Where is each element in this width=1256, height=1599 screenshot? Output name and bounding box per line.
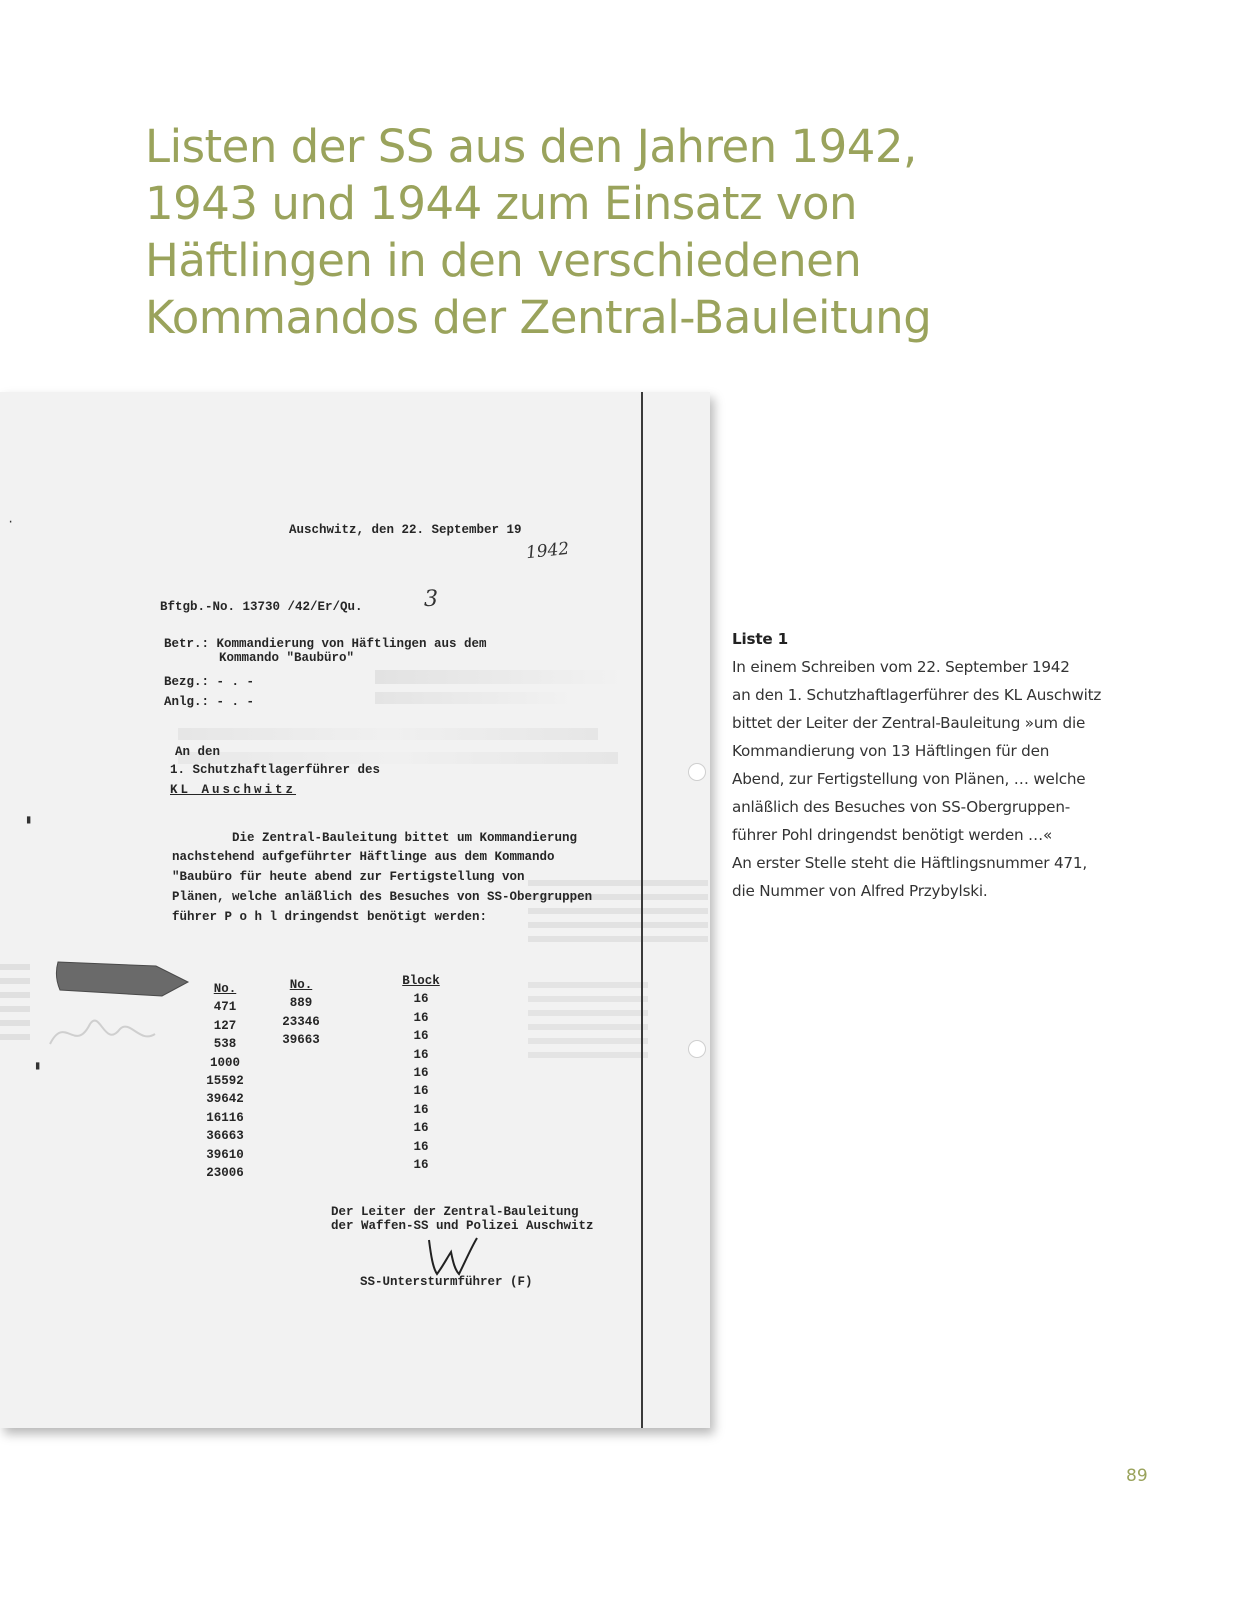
fold-line bbox=[641, 392, 643, 1428]
punch-hole bbox=[688, 1040, 706, 1058]
table-cell: 16 bbox=[413, 1084, 429, 1099]
table-cell: 39663 bbox=[282, 1033, 320, 1048]
arrow-pointer-icon bbox=[52, 956, 192, 1002]
table-cell: 889 bbox=[289, 996, 313, 1011]
table-header: No. bbox=[213, 982, 237, 996]
caption-line: an den 1. Schutzhaftlagerführer des KL Auschwitz bbox=[732, 686, 1102, 704]
margin-mark: · bbox=[7, 515, 15, 529]
caption-line: An erster Stelle steht die Häftlingsnummer 471, bbox=[732, 854, 1087, 872]
table-cell: 16 bbox=[413, 1065, 429, 1080]
reference-number: Bftgb.-No. 13730 /42/Er/Qu. bbox=[160, 600, 363, 614]
handwritten-year: 1942 bbox=[525, 538, 571, 564]
table-cell: 36663 bbox=[206, 1129, 244, 1144]
table-cell: 15592 bbox=[206, 1073, 244, 1088]
title-line: Kommandos der Zentral-Bauleitung bbox=[145, 291, 932, 344]
title-line: 1943 und 1944 zum Einsatz von bbox=[145, 177, 858, 230]
table-cell: 16 bbox=[413, 1029, 429, 1044]
table-cell: 16 bbox=[413, 1139, 429, 1154]
table-cell: 538 bbox=[213, 1037, 237, 1052]
table-header: No. bbox=[289, 978, 313, 992]
caption-line: Abend, zur Fertigstellung von Plänen, … welche bbox=[732, 770, 1086, 788]
subject-line: Kommando "Baubüro" bbox=[219, 651, 355, 665]
addressee-line: KL Auschwitz bbox=[170, 783, 297, 797]
signature-line: Der Leiter der Zentral-Bauleitung bbox=[331, 1205, 579, 1219]
margin-mark: ▮ bbox=[25, 813, 33, 827]
table-cell: 16 bbox=[413, 1010, 429, 1025]
anlage-line: Anlg.: - . - bbox=[164, 695, 255, 709]
table-cell: 1000 bbox=[209, 1055, 240, 1070]
column-block bbox=[386, 972, 456, 1174]
column-no-1 bbox=[190, 980, 260, 1182]
table-cell: 16 bbox=[413, 1047, 429, 1062]
page-number: 89 bbox=[1126, 1466, 1148, 1486]
caption-line: führer Pohl dringendst benötigt werden …« bbox=[732, 826, 1053, 844]
column-no-2 bbox=[264, 976, 338, 1050]
body-line: Die Zentral-Bauleitung bittet um Kommandierung bbox=[232, 831, 578, 845]
caption bbox=[732, 625, 1152, 905]
body-line: nachstehend aufgeführter Häftlinge aus dem Kommando bbox=[172, 850, 555, 864]
caption-line: Kommandierung von 13 Häftlingen für den bbox=[732, 742, 1050, 760]
caption-line: anläßlich des Besuches von SS-Obergruppen- bbox=[732, 798, 1071, 816]
table-cell: 23346 bbox=[282, 1014, 320, 1029]
caption-line: In einem Schreiben vom 22. September 1942 bbox=[732, 658, 1070, 676]
table-cell: 127 bbox=[213, 1018, 237, 1033]
rank-line: SS-Untersturmführer (F) bbox=[360, 1275, 533, 1289]
signature-line: der Waffen-SS und Polizei Auschwitz bbox=[331, 1219, 594, 1233]
handwritten-number: 3 bbox=[424, 587, 438, 612]
table-cell: 16 bbox=[413, 1121, 429, 1136]
table-header: Block bbox=[402, 974, 440, 988]
document-scan bbox=[0, 392, 710, 1428]
table-cell: 471 bbox=[213, 1000, 237, 1015]
subject-line: Betr.: Kommandierung von Häftlingen aus dem bbox=[164, 637, 487, 651]
table-cell: 16 bbox=[413, 992, 429, 1007]
title-line: Häftlingen in den verschiedenen bbox=[145, 234, 862, 287]
addressee-line: 1. Schutzhaftlagerführer des bbox=[170, 763, 381, 777]
table-cell: 39642 bbox=[206, 1092, 244, 1107]
addressee-line: An den bbox=[175, 745, 221, 759]
table-cell: 39610 bbox=[206, 1147, 244, 1162]
page-title bbox=[145, 118, 1145, 346]
caption-line: bittet der Leiter der Zentral-Bauleitung »um die bbox=[732, 714, 1086, 732]
bezug-line: Bezg.: - . - bbox=[164, 675, 255, 689]
caption-line: die Nummer von Alfred Przybylski. bbox=[732, 882, 988, 900]
caption-heading: Liste 1 bbox=[732, 630, 788, 648]
faint-signature-mark bbox=[45, 1004, 165, 1064]
table-cell: 16 bbox=[413, 1102, 429, 1117]
title-line: Listen der SS aus den Jahren 1942, bbox=[145, 120, 917, 173]
body-line: führer P o h l dringendst benötigt werden: bbox=[172, 910, 488, 924]
body-line: Plänen, welche anläßlich des Besuches von SS-Obergruppen bbox=[172, 890, 593, 904]
punch-hole bbox=[688, 763, 706, 781]
table-cell: 16 bbox=[413, 1157, 429, 1172]
body-line: "Baubüro für heute abend zur Fertigstellung von bbox=[172, 870, 525, 884]
table-cell: 16116 bbox=[206, 1110, 244, 1125]
table-cell: 23006 bbox=[206, 1165, 244, 1180]
place-date: Auschwitz, den 22. September 19 bbox=[289, 523, 522, 537]
margin-mark: ▮ bbox=[34, 1059, 42, 1073]
